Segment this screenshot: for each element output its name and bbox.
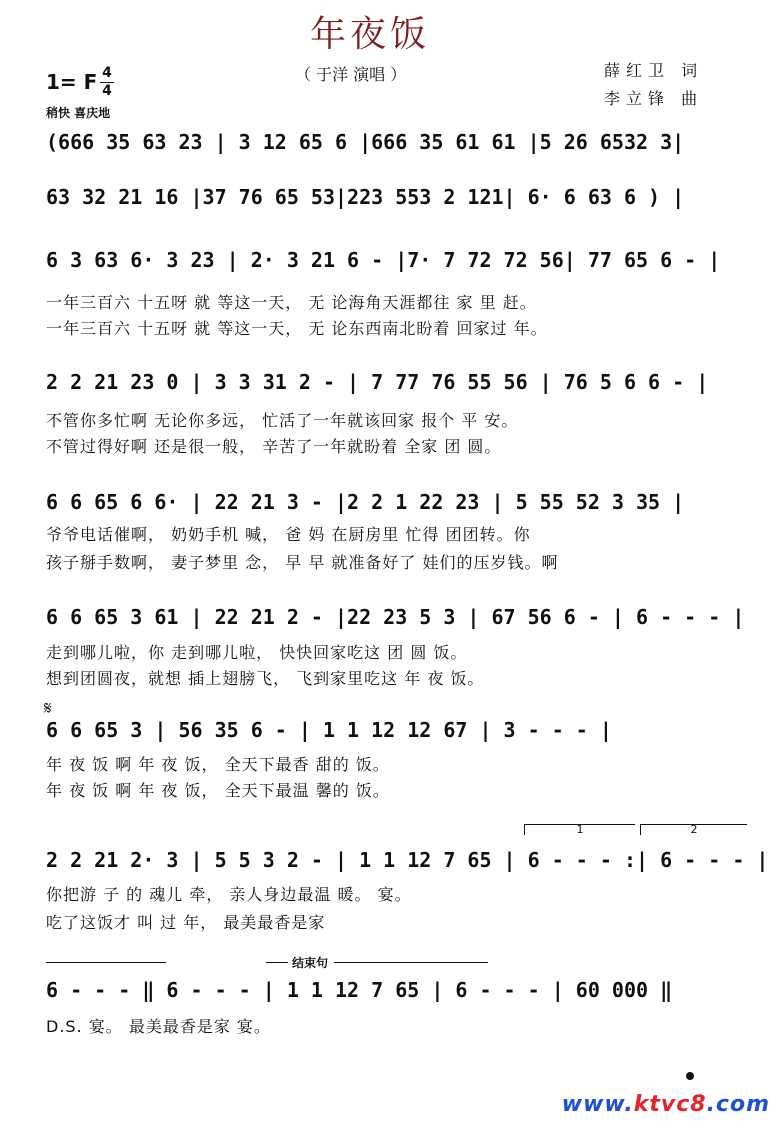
composer-credit: 李立锋 曲 <box>604 89 704 108</box>
site-watermark <box>562 1092 770 1117</box>
lyric-line-4a: 不管你多忙啊 无论你多远， 忙活了一年就该回家 报个 平 安。 <box>46 411 519 430</box>
lyric-line-3b: 一年三百六 十五呀 就 等这一天， 无 论东西南北盼着 回家过 年。 <box>46 319 548 338</box>
lyric-line-6a: 走到哪儿啦，你 走到哪儿啦， 快快回家吃这 团 圆 饭。 <box>46 643 468 662</box>
lyric-line-9a: D.S. 宴。 最美最香是家 宴。 <box>46 1017 271 1036</box>
time-signature-top: 4 <box>102 65 112 81</box>
volta-bracket-1 <box>524 824 635 835</box>
music-line-2: 63 32 21 16 |37 76 65 53|223 553 2 121| 6· 6 63 6 ) | <box>46 185 685 209</box>
lyric-line-7b: 年 夜 饭 啊 年 夜 饭， 全天下最温 馨的 饭。 <box>46 781 390 800</box>
watermark-suffix: .com <box>706 1092 770 1117</box>
music-line-4: 2 2 21 23 0 | 3 3 31 2 - | 7 77 76 55 56 | 76 5 6 6 - | <box>46 370 709 394</box>
lyric-line-4b: 不管过得好啊 还是很一般， 辛苦了一年就盼着 全家 团 圆。 <box>46 437 502 456</box>
song-title: 年夜饭 <box>309 14 430 55</box>
lyric-line-5a: 爷爷电话催啊， 奶奶手机 喊， 爸 妈 在厨房里 忙得 团团转。你 <box>46 525 531 544</box>
coda-line-right <box>334 962 488 963</box>
music-line-9: 6 - - - ‖ 6 - - - | 1 1 12 7 65 | 6 - - - | 60 000 ‖ <box>46 978 673 1002</box>
time-signature <box>100 66 114 99</box>
tempo-marking: 稍快 喜庆地 <box>46 106 111 120</box>
lyric-line-5b: 孩子掰手数啊， 妻子梦里 念， 早 早 就准备好了 娃们的压岁钱。啊 <box>46 553 559 572</box>
coda-label: 结束句 <box>292 956 329 970</box>
singer-credit: （ 于洋 演唱 ） <box>295 65 407 84</box>
watermark-prefix: www. <box>561 1092 634 1117</box>
watermark-brand: ktvc8 <box>633 1092 707 1117</box>
volta-2-label: 2 <box>690 823 698 836</box>
music-line-1: (666 35 63 23 | 3 12 65 6 |666 35 61 61 |5 26 6532 3| <box>46 130 685 154</box>
volta-1-label: 1 <box>576 823 584 836</box>
lyric-line-3a: 一年三百六 十五呀 就 等这一天， 无 论海角天涯都往 家 里 赶。 <box>46 293 537 312</box>
lyric-line-7a: 年 夜 饭 啊 年 夜 饭， 全天下最香 甜的 饭。 <box>46 755 390 774</box>
music-line-6: 6 6 65 3 61 | 22 21 2 - |22 23 5 3 | 67 56 6 - | 6 - - - | <box>46 605 745 629</box>
music-line-8: 2 2 21 2· 3 | 5 5 3 2 - | 1 1 12 7 65 | 6 - - - :| 6 - - - | <box>46 848 769 872</box>
time-signature-bottom: 4 <box>102 83 112 99</box>
music-line-5: 6 6 65 6 6· | 22 21 3 - |2 2 1 22 23 | 5 55 52 3 35 | <box>46 490 685 514</box>
dot-mark <box>686 1072 694 1080</box>
coda-line-mid <box>266 962 288 963</box>
volta-bracket-2 <box>640 824 747 835</box>
segno-sign: 𝄋 <box>44 698 52 719</box>
lyric-line-8a: 你把游 子 的 魂儿 牵， 亲人身边最温 暖。 宴。 <box>46 885 412 904</box>
key-signature: 1= F <box>46 70 98 94</box>
lyricist-credit: 薛红卫 词 <box>604 61 704 80</box>
music-line-7: 6 6 65 3 | 56 35 6 - | 1 1 12 12 67 | 3 - - - | <box>46 718 612 742</box>
lyric-line-8b: 吃了这饭才 叫 过 年， 最美最香是家 <box>46 913 326 932</box>
music-line-3: 6 3 63 6· 3 23 | 2· 3 21 6 - |7· 7 72 72 56| 77 65 6 - | <box>46 248 721 272</box>
coda-line-left <box>46 962 166 963</box>
lyric-line-6b: 想到团圆夜，就想 插上翅膀飞， 飞到家里吃这 年 夜 饭。 <box>46 669 485 688</box>
